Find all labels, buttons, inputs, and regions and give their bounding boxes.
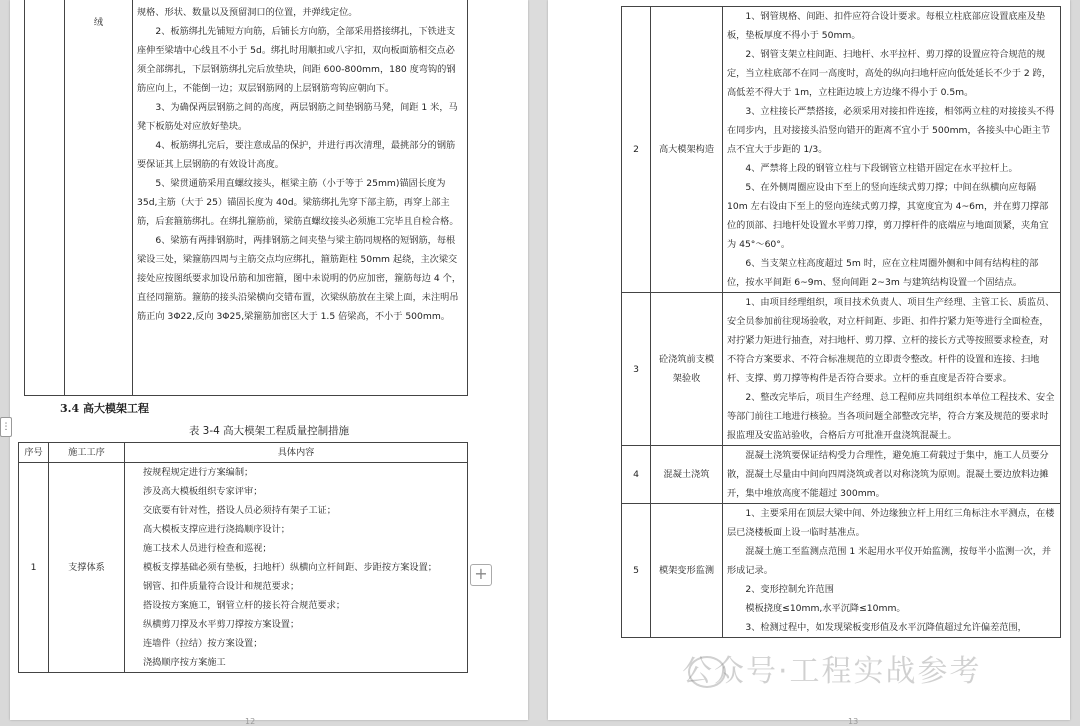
- process-cell: 绒: [65, 0, 133, 396]
- content-line: 交底要有针对性，搭设人员必须持有架子工证；: [143, 505, 336, 516]
- content-line: 高大模板支撑应进行浇捣顺序设计；: [143, 524, 290, 535]
- content-line: 施工技术人员进行检查和巡视；: [143, 543, 272, 554]
- formwork-table: [18, 442, 468, 673]
- content-line: 连墙件（拉结）按方案设置；: [143, 638, 263, 649]
- formwork-table-continued: [621, 6, 1061, 638]
- content-paragraph: 混凝土浇筑要保证结构受力合理性，避免施工荷载过于集中，施工人员要分散，混凝土尽量由中间向四周浇筑或者以对称浇筑为原则。混凝土要边放料边摊开，集中堆放高度不能超过 300mm。: [727, 450, 1049, 499]
- header-process: 施工工序: [49, 443, 125, 463]
- document-page-left: [10, 0, 528, 726]
- content-paragraph: 2、钢管支架立柱间距、扫地杆、水平拉杆、剪刀撑的设置应符合规范的规定，当立柱底部不在同一高度时，高处的纵向扫地杆应向低处延长不少于 2 跨，高低差不得大于 1m，立柱距边坡上方边缘不得小于 0.5m。: [727, 49, 1052, 98]
- content-paragraph: 1、钢管规格、间距、扣件应符合设计要求。每根立柱底部应设置底座及垫板，垫板厚度不得小于 50mm。: [727, 11, 1046, 41]
- content-line: 搭设按方案施工，钢管立杆的接长符合规范要求；: [143, 600, 346, 611]
- row-number: 4: [622, 446, 651, 504]
- add-icon[interactable]: +: [470, 564, 492, 586]
- content-paragraph: 3、检测过程中，如发现梁板变形值及水平沉降值超过允许偏差范围，: [745, 622, 1027, 633]
- content-paragraph: 5、梁贯通筋采用直螺纹接头，框梁主筋（小于等于 25mm)锚固长度为 35d,主筋（大于 25）锚固长度为 40d。梁筋绑扎先穿下部主筋，再穿上部主筋，后套箍筋绑扎。在绑扎箍筋前，梁筋直螺纹接头必须施工完毕且自检合格。: [137, 178, 459, 227]
- content-paragraph: 混凝土施工至监测点范围 1 米起用水平仪开始监测，按每半小监测一次，并形成记录。: [727, 546, 1052, 576]
- page-number: 13: [848, 717, 859, 726]
- row-number: 5: [622, 504, 651, 638]
- content-paragraph: 3、立柱接长严禁搭接，必须采用对接扣件连接，相邻两立柱的对接接头不得在同步内，且对接接头沿竖向错开的距离不宜小于 500mm，各接头中心距主节点不宜大于步距的 1/3。: [727, 106, 1055, 155]
- document-page-right: [548, 0, 1070, 726]
- header-no: 序号: [19, 443, 49, 463]
- process-cell: 高大模架构造: [651, 7, 723, 293]
- content-paragraph: 3、为确保两层钢筋之间的高度，两层钢筋之间垫钢筋马凳，间距 1 米，马凳下板筋处对应放好垫块。: [137, 102, 458, 132]
- section-title: 3.4 高大模架工程: [60, 402, 149, 415]
- page-number: 12: [245, 717, 256, 726]
- header-content: 具体内容: [125, 443, 468, 463]
- content-line: 钢管、扣件质量符合设计和规范要求；: [143, 581, 300, 592]
- content-paragraph: 2、板筋绑扎先铺短方向筋，后铺长方向筋，全部采用搭接绑扎，下铁进支座伸至梁墙中心线且不小于 5d。绑扎时用顺扣或八字扣，双向板面筋相交点必须全部绑扎，下层钢筋绑扎完后放垫块，间距 600-800mm，180 度弯钩的钢筋应向上，不能倒一边；双层钢筋网的上层钢筋弯钩应朝向下。: [137, 26, 456, 94]
- content-paragraph: 6、梁筋有两排钢筋时，两排钢筋之间夹垫与梁主筋同规格的短钢筋，每根梁设三处，梁箍筋四周与主筋交点均应绑扎，箍筋距柱 50mm 起绕，主次梁交接处应按图纸要求加设吊筋和加密箍，图中未说明的仍应加密，箍筋每边 4 个，直径同箍筋。箍筋的接头沿梁横向交错布置，次梁纵筋放在主梁上面，未注明吊筋正向 3Φ22,反向 3Φ25,梁箍筋加密区大于 1.5 倍梁高，不小于 500mm。: [137, 235, 462, 322]
- content-paragraph: 4、严禁将上段的钢管立柱与下段钢管立柱错开固定在水平拉杆上。: [745, 163, 1018, 174]
- content-paragraph: 4、板筋绑扎完后，要注意成品的保护，并进行再次清理，最挑部分的钢筋要保证其上层钢筋的有效设计高度。: [137, 140, 456, 170]
- content-paragraph: 1、由项目经理组织，项目技术负责人、项目生产经理、主管工长、质监员、安全员参加前往现场验收，对立杆间距、步距、扣件拧紧力矩等进行全面检查，对拧紧力矩进行抽查，对扫地杆、剪刀撑、立杆的接长方式等按照要求检查，对不符合方案要求、不符合标准规范的立即责令整改。杆件的设置和连接、扫地杆、支撑、剪刀撑等构件是否符合要求。立杆的垂直度是否符合要求。: [727, 297, 1055, 384]
- reinforcement-table: [24, 0, 468, 396]
- process-cell: 支撑体系: [49, 463, 125, 673]
- page-gap: [528, 0, 548, 720]
- row-number: 1: [19, 463, 49, 673]
- content-paragraph: 2、整改完毕后，项目生产经理、总工程师应共同组织本单位工程技术、安全等部门前往工地进行核验。当各项问题全部整改完毕，符合方案及规范的要求时报监理及安监站验收，合格后方可批准开盘浇筑混凝土。: [727, 392, 1055, 441]
- side-handle-icon[interactable]: ⋮: [0, 417, 12, 437]
- content-paragraph: 1、主要采用在顶层大梁中间、外边缘独立杆上用红三角标注水平测点，在楼层已浇楼板面上设一临时基准点。: [727, 508, 1055, 538]
- process-cell: 模架变形监测: [651, 504, 723, 638]
- content-paragraph: 5、在外侧周圈应设由下至上的竖向连续式剪刀撑；中间在纵横向应每隔 10m 左右设由下至上的竖向连续式剪刀撑，其宽度宜为 4~6m，并在剪刀撑部位的顶部、扫地杆处设置水平剪刀撑，剪刀撑杆件的底端应与地面顶紧，夹角宜为 45°～60°。: [727, 182, 1049, 250]
- watermark: 公众号·工程实战参考: [682, 654, 982, 689]
- content-line: 按规程规定进行方案编制；: [143, 467, 254, 478]
- row-number: 2: [622, 7, 651, 293]
- content-paragraph: 6、当支架立柱高度超过 5m 时，应在立柱周圈外侧和中间有结构柱的部位，按水平间距 6~9m、竖向间距 2~3m 与建筑结构设置一个固结点。: [727, 258, 1039, 288]
- content-paragraph: 规格、形状、数量以及预留洞口的位置，并弹线定位。: [137, 7, 358, 18]
- process-cell: 混凝土浇筑: [651, 446, 723, 504]
- content-line: 浇捣顺序按方案施工: [143, 657, 226, 668]
- process-cell: 砼浇筑前支模架验收: [651, 293, 723, 446]
- content-paragraph: 2、变形控制允许范围: [745, 584, 834, 595]
- row-number: 3: [622, 293, 651, 446]
- content-line: 纵横剪刀撑及水平剪刀撑按方案设置；: [143, 619, 300, 630]
- content-line: 模板支撑基础必须有垫板，扫地杆）纵横向立杆间距、步距按方案设置；: [143, 562, 437, 573]
- content-line: 涉及高大模板组织专家评审；: [143, 486, 263, 497]
- wechat-logo-icon: [688, 656, 726, 688]
- content-paragraph: 模板挠度≤10mm,水平沉降≤10mm。: [745, 603, 906, 614]
- table-caption: 表 3-4 高大模架工程质量控制措施: [188, 425, 350, 437]
